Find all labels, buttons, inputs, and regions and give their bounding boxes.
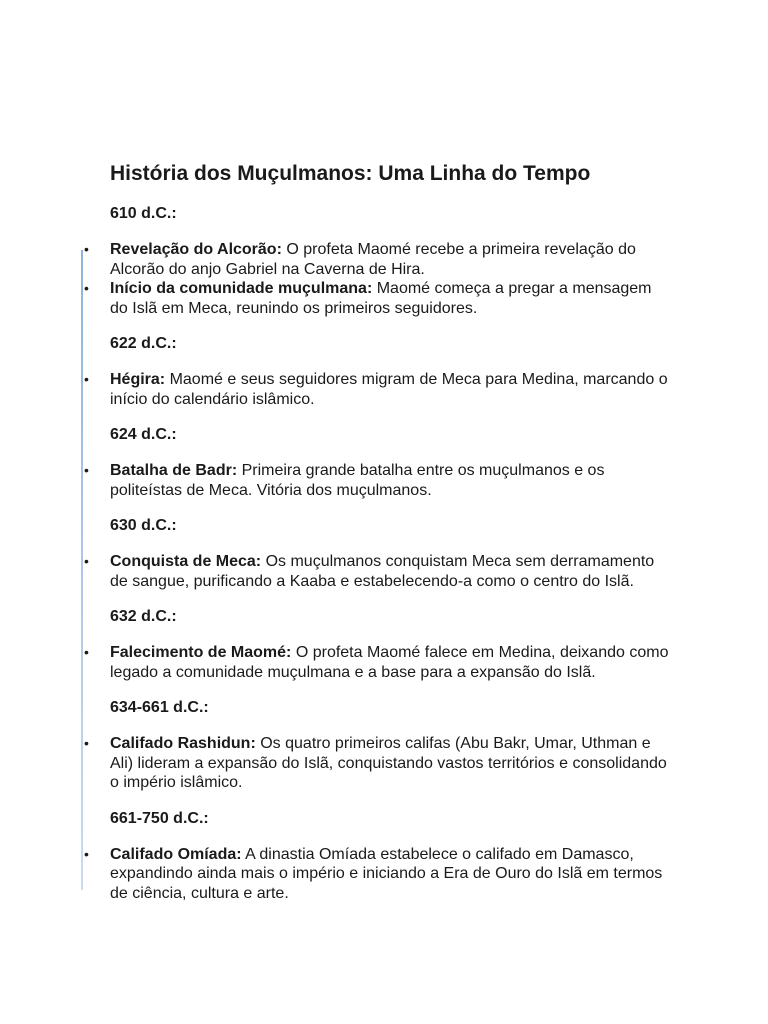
list-item bbox=[110, 643, 670, 682]
event-list bbox=[110, 845, 670, 904]
event-text: Maomé e seus seguidores migram de Meca para Medina, marcando o início do calendário islâmico. bbox=[110, 371, 668, 408]
list-item bbox=[110, 461, 670, 500]
list-item bbox=[110, 279, 670, 318]
event-term: Hégira: bbox=[110, 371, 166, 388]
section-year: 632 d.C.: bbox=[110, 608, 177, 625]
timeline-section-610 bbox=[110, 204, 670, 318]
list-item bbox=[110, 734, 670, 793]
event-term: Falecimento de Maomé: bbox=[110, 644, 292, 661]
timeline-section-622 bbox=[110, 334, 670, 409]
event-text: O profeta Maomé recebe a primeira revelação do Alcorão do anjo Gabriel na Caverna de Hira. bbox=[110, 241, 636, 278]
event-list bbox=[110, 240, 670, 318]
section-year: 630 d.C.: bbox=[110, 517, 177, 534]
list-item bbox=[110, 845, 670, 904]
timeline-section-630 bbox=[110, 516, 670, 591]
timeline-section-661-750 bbox=[110, 809, 670, 904]
event-text: Os muçulmanos conquistam Meca sem derramamento de sangue, purificando a Kaaba e estabelecendo-a como o centro do Islã. bbox=[110, 553, 655, 590]
margin-accent-line bbox=[81, 250, 83, 890]
event-list bbox=[110, 370, 670, 409]
event-term: Conquista de Meca: bbox=[110, 553, 262, 570]
event-list bbox=[110, 552, 670, 591]
event-list bbox=[110, 461, 670, 500]
section-year: 622 d.C.: bbox=[110, 335, 177, 352]
document-page bbox=[110, 160, 670, 919]
event-term: Califado Rashidun: bbox=[110, 735, 256, 752]
timeline-section-632 bbox=[110, 607, 670, 682]
section-year: 634-661 d.C.: bbox=[110, 699, 209, 716]
event-term: Início da comunidade muçulmana: bbox=[110, 280, 373, 297]
list-item bbox=[110, 240, 670, 279]
event-list bbox=[110, 734, 670, 793]
event-text: A dinastia Omíada estabelece o califado em Damasco, expandindo ainda mais o império e iniciando a Era de Ouro do Islã em termos de ciência, cultura e arte. bbox=[110, 845, 663, 902]
section-year: 624 d.C.: bbox=[110, 426, 177, 443]
event-text: Maomé começa a pregar a mensagem do Islã em Meca, reunindo os primeiros seguidores. bbox=[110, 280, 652, 317]
timeline-section-624 bbox=[110, 425, 670, 500]
event-term: Califado Omíada: bbox=[110, 845, 242, 863]
event-list bbox=[110, 643, 670, 682]
event-text: Primeira grande batalha entre os muçulmanos e os politeístas de Meca. Vitória dos muçulmanos. bbox=[110, 462, 605, 499]
section-year: 661-750 d.C.: bbox=[110, 809, 209, 827]
event-text: O profeta Maomé falece em Medina, deixando como legado a comunidade muçulmana e a base para a expansão do Islã. bbox=[110, 644, 669, 681]
list-item bbox=[110, 552, 670, 591]
section-year: 610 d.C.: bbox=[110, 205, 177, 222]
document-title: História dos Muçulmanos: Uma Linha do Tempo bbox=[110, 162, 591, 185]
event-text: Os quatro primeiros califas (Abu Bakr, Umar, Uthman e Ali) lideram a expansão do Islã, conquistando vastos territórios e consolidando o império islâmico. bbox=[110, 735, 667, 791]
timeline-section-634-661 bbox=[110, 698, 670, 793]
list-item bbox=[110, 370, 670, 409]
event-term: Batalha de Badr: bbox=[110, 462, 238, 479]
event-term: Revelação do Alcorão: bbox=[110, 241, 282, 258]
